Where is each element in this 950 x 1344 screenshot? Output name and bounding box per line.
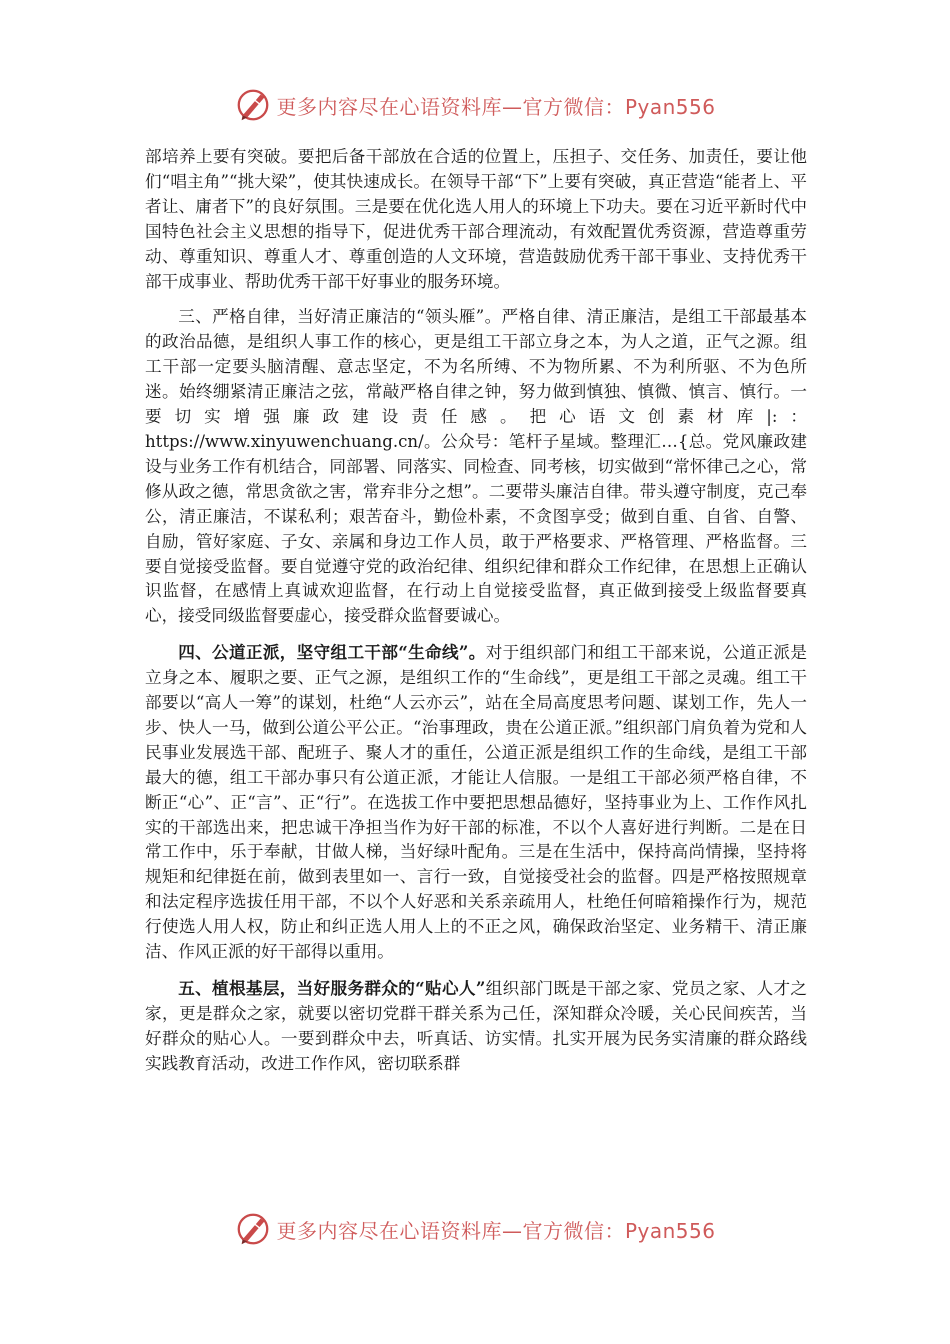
paragraph-1 — [145, 145, 807, 294]
header-banner — [0, 85, 950, 125]
paragraph-3 — [145, 640, 807, 965]
banner-text: 更多内容尽在心语资料库—官方微信：Pyan556 — [276, 94, 716, 119]
banner-text: 更多内容尽在心语资料库—官方微信：Pyan556 — [276, 1218, 716, 1243]
paragraph-4 — [145, 976, 807, 1077]
footer-banner — [0, 1209, 950, 1249]
section-heading: 五、植根基层，当好服务群众的“贴心人” — [178, 978, 486, 998]
paragraph-text: 组织部门既是干部之家、党员之家、人才之家，更是群众之家，就要以密切党群干群关系为己任，深知群众冷暖，关心民间疾苦，当好群众的贴心人。一要到群众中去，听真话、访实情。扎实开展为民务实清廉的群众路线实践教育活动，改进工作作风，密切联系群 — [145, 979, 807, 1073]
paragraph-text: 对于组织部门和组工干部来说，公道正派是立身之本、履职之要、正气之源，是组织工作的“生命线”，更是组工干部之灵魂。组工干部要以“高人一筹”的谋划，杜绝“人云亦云”，站在全局高度思考问题、谋划工作，先人一步、快人一马，做到公道公平公正。“治事理政，贵在公道正派。”组织部门肩负着为党和人民事业发展选干部、配班子、聚人才的重任，公道正派是组织工作的生命线，是组工干部最大的德，组工干部办事只有公道正派，才能让人信服。一是组工干部必须严格自律，不断正“心”、正“言”、正“行”。在选拔工作中要把思想品德好，坚持事业为上、工作作风扎实的干部选出来，把忠诚干净担当作为好干部的标准，不以个人喜好进行判断。二是在日常工作中，乐于奉献，甘做人梯，当好绿叶配角。三是在生活中，保持高尚情操，坚持将规矩和纪律挺在前，做到表里如一、言行一致，自觉接受社会的监督。四是严格按照规章和法定程序选拔任用干部，不以个人好恶和关系亲疏用人，杜绝任何暗箱操作行为，规范行使选人用人权，防止和纠正选人用人上的不正之风，确保政治坚定、业务精干、清正廉洁、作风正派的好干部得以重用。 — [145, 643, 808, 962]
paragraph-text: 部培养上要有突破。要把后备干部放在合适的位置上，压担子、交任务、加责任，要让他们“唱主角”“挑大梁”，使其快速成长。在领导干部“下”上要有突破，真正营造“能者上、平者让、庸者下”的良好氛围。三是要在优化选人用人的环境上下功夫。要在习近平新时代中国特色社会主义思想的指导下，促进优秀干部合理流动，有效配置优秀资源，营造尊重劳动、尊重知识、尊重人才、尊重创造的人文环境，营造鼓励优秀干部干事业、支持优秀干部干成事业、帮助优秀干部干好事业的服务环境。 — [145, 147, 807, 291]
pen-logo-icon — [234, 1210, 272, 1248]
document-body — [145, 145, 807, 1088]
paragraph-text: 三、严格自律，当好清正廉洁的“领头雁”。严格自律、清正廉洁，是组工干部最基本的政治品德，是组织人事工作的核心，更是组工干部立身之本，为人之道，正气之源。组工干部一定要头脑清醒、意志坚定，不为名所缚、不为物所累、不为利所驱、不为色所迷。始终绷紧清正廉洁之弦，常敲严格自律之钟，努力做到慎独、慎微、慎言、慎行。一要切实增强廉政建设责任感。把心语文创素材库|:：https://www.xinyuwenchuang.cn/。公众号：笔杆子星域。整理汇…{总。党风廉政建设与业务工作有机结合，同部署、同落实、同检查、同考核，切实做到“常怀律己之心，常修从政之德，常思贪欲之害，常弃非分之想”。二要带头廉洁自律。带头遵守制度，克己奉公，清正廉洁，不谋私利；艰苦奋斗，勤俭朴素，不贪图享受；做到自重、自省、自警、自励，管好家庭、子女、亲属和身边工作人员，敢于严格要求、严格管理、严格监督。三要自觉接受监督。要自觉遵守党的政治纪律、组织纪律和群众工作纪律，在思想上正确认识监督，在感情上真诚欢迎监督，在行动上自觉接受监督，真正做到接受上级监督要真心，接受同级监督要虚心，接受群众监督要诚心。 — [145, 307, 807, 626]
paragraph-2 — [145, 305, 807, 629]
section-heading: 四、公道正派，坚守组工干部“生命线”。 — [178, 642, 486, 663]
pen-logo-icon — [234, 86, 272, 124]
